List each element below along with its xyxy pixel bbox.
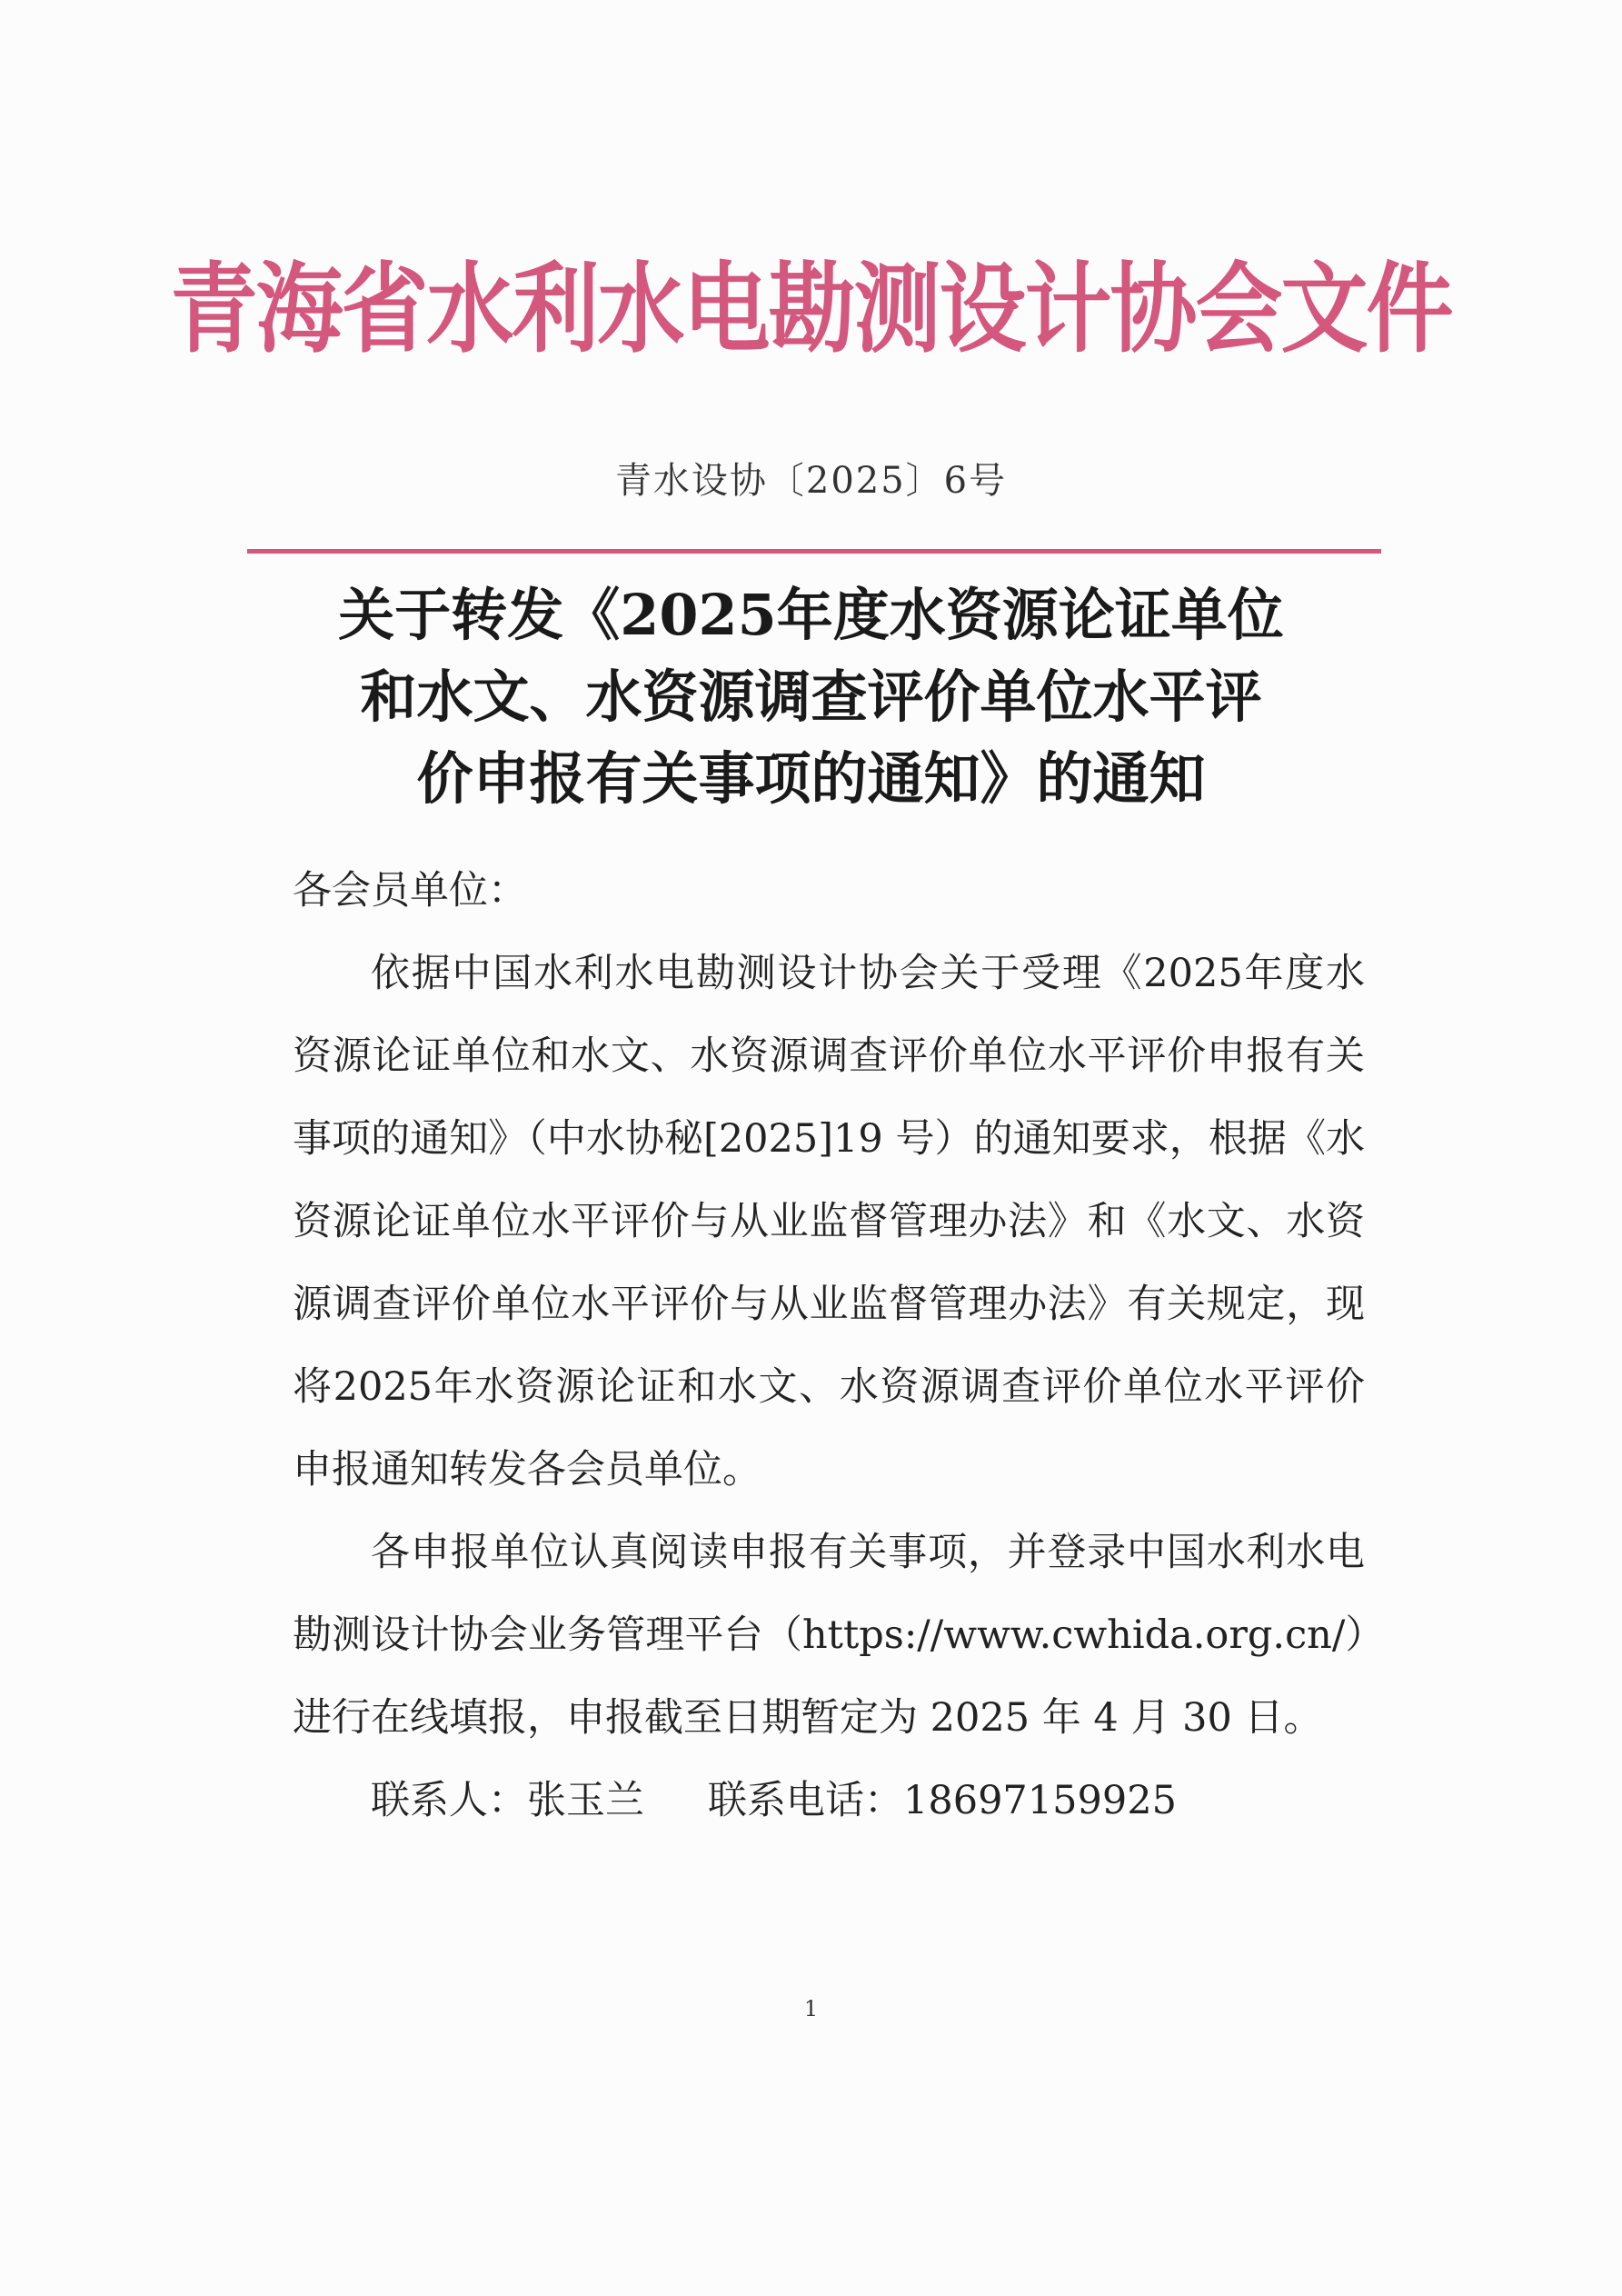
document-number: 青水设协〔2025〕6号	[614, 460, 1008, 502]
document-body	[293, 850, 1365, 1842]
red-divider-line	[247, 549, 1381, 554]
contact-line	[293, 1760, 1365, 1842]
salutation: 各会员单位：	[293, 868, 527, 913]
contact-phone: 联系电话：18697159925	[708, 1778, 1177, 1823]
notice-title	[0, 574, 1622, 820]
contact-person: 联系人：张玉兰	[371, 1778, 644, 1823]
notice-title-line-2: 和水文、水资源调查评价单位水平评	[360, 664, 1262, 730]
page-number: 1	[803, 1996, 819, 2021]
body-paragraph-2: 各申报单位认真阅读申报有关事项，并登录中国水利水电勘测设计协会业务管理平台（https://www.cwhida.org.cn/）进行在线填报，申报截至日期暂定为 2025 年 4 月 30 日。	[293, 1530, 1365, 1741]
document-header-title: 青海省水利水电勘测设计协会文件	[170, 252, 1452, 366]
notice-title-line-3: 价申报有关事项的通知》的通知	[416, 745, 1206, 812]
notice-title-line-1: 关于转发《2025年度水资源论证单位	[338, 582, 1284, 648]
body-paragraph-1: 依据中国水利水电勘测设计协会关于受理《2025年度水资源论证单位和水文、水资源调查评价单位水平评价申报有关事项的通知》（中水协秘[2025]19 号）的通知要求，根据《水资源论证单位水平评价与从业监督管理办法》和《水文、水资源调查评价单位水平评价与从业监督管理办法》有关规定，现将2025年水资源论证和水文、水资源调查评价单位水平评价申报通知转发各会员单位。	[293, 951, 1365, 1492]
